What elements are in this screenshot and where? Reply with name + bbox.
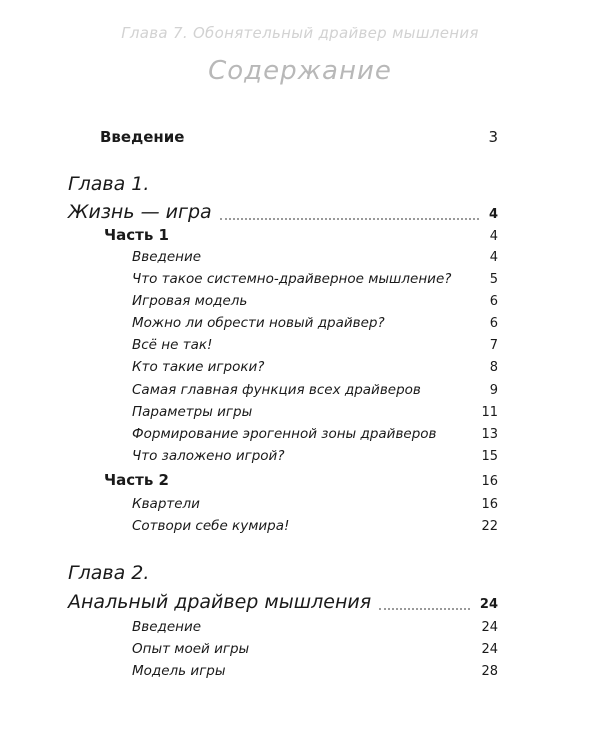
toc-chapter-title[interactable] — [68, 592, 498, 615]
toc-section-entry[interactable] — [132, 639, 498, 660]
toc-section-entry[interactable] — [132, 247, 498, 268]
toc-entry-label: Модель игры — [132, 663, 226, 679]
toc-entry-page: 6 — [489, 316, 498, 331]
contents-title: Содержание — [208, 56, 392, 86]
toc-entry-label: Анальный драйвер мышления — [68, 591, 372, 613]
toc-entry-label: Введение — [100, 128, 185, 146]
toc-section-entry[interactable] — [132, 494, 498, 515]
toc-entry-label: Квартели — [132, 496, 200, 512]
toc-entry-label: Кто такие игроки? — [132, 359, 265, 375]
toc-section-entry[interactable] — [132, 313, 498, 334]
toc-entry-label: Что заложено игрой? — [132, 448, 285, 464]
toc-entry-label: Игровая модель — [132, 293, 248, 309]
toc-section-entry[interactable] — [132, 335, 498, 356]
toc-entry-page: 6 — [489, 294, 498, 309]
toc-entry-label: Сотвори себе кумира! — [132, 518, 290, 534]
toc-entry-label: Всё не так! — [132, 337, 213, 353]
toc-entry-page: 28 — [481, 664, 498, 679]
toc-entry-label: Самая главная функция всех драйверов — [132, 382, 421, 398]
toc-entry-label: Часть 1 — [104, 226, 169, 244]
toc-entry-page: 4 — [489, 250, 498, 265]
dot-leader — [220, 217, 479, 220]
toc-entry-page: 16 — [481, 474, 498, 489]
toc-section-entry[interactable] — [132, 661, 498, 682]
toc-entry-page: 4 — [488, 207, 498, 222]
toc-entry-label: Часть 2 — [104, 471, 169, 489]
toc-entry-page: 15 — [481, 449, 498, 464]
toc-entry-label: Введение — [132, 249, 202, 265]
toc-section-entry[interactable] — [132, 357, 498, 378]
toc-entry-label: Введение — [132, 619, 202, 635]
toc-entry-page: 24 — [479, 597, 498, 612]
toc-entry-page: 5 — [489, 272, 498, 287]
toc-section-entry[interactable] — [132, 516, 498, 537]
chapter-heading: Глава 1. — [68, 173, 150, 195]
toc-entry-page: 7 — [489, 338, 498, 353]
toc-chapter-title[interactable] — [68, 202, 498, 225]
running-header: Глава 7. Обонятельный драйвер мышления — [121, 24, 479, 42]
toc-entry-page: 9 — [489, 383, 498, 398]
toc-section-entry[interactable] — [132, 380, 498, 401]
toc-entry-label: Можно ли обрести новый драйвер? — [132, 315, 385, 331]
toc-entry-label: Опыт моей игры — [132, 641, 250, 657]
toc-entry-page: 8 — [489, 360, 498, 375]
toc-entry-page: 3 — [488, 128, 498, 146]
toc-section-entry[interactable] — [132, 424, 498, 445]
toc-section-entry[interactable] — [132, 269, 498, 290]
toc-section-entry[interactable] — [132, 291, 498, 312]
toc-section-entry[interactable] — [132, 617, 498, 638]
chapter-heading: Глава 2. — [68, 562, 150, 584]
toc-part-entry[interactable] — [104, 470, 498, 492]
toc-entry-label: Параметры игры — [132, 404, 253, 420]
toc-entry-page: 24 — [481, 642, 498, 657]
toc-entry-label: Жизнь — игра — [68, 201, 212, 223]
toc-entry-page: 13 — [481, 427, 498, 442]
toc-entry-page: 16 — [481, 497, 498, 512]
toc-entry-page: 22 — [481, 519, 498, 534]
toc-section-entry[interactable] — [132, 402, 498, 423]
toc-part-entry[interactable] — [104, 225, 498, 247]
toc-entry-label: Что такое системно-драйверное мышление? — [132, 271, 452, 287]
toc-entry-intro[interactable] — [100, 127, 498, 147]
toc-entry-label: Формирование эрогенной зоны драйверов — [132, 426, 437, 442]
dot-leader — [379, 607, 470, 610]
toc-entry-page: 11 — [481, 405, 498, 420]
toc-entry-page: 24 — [481, 620, 498, 635]
toc-section-entry[interactable] — [132, 446, 498, 467]
toc-entry-page: 4 — [489, 229, 498, 244]
